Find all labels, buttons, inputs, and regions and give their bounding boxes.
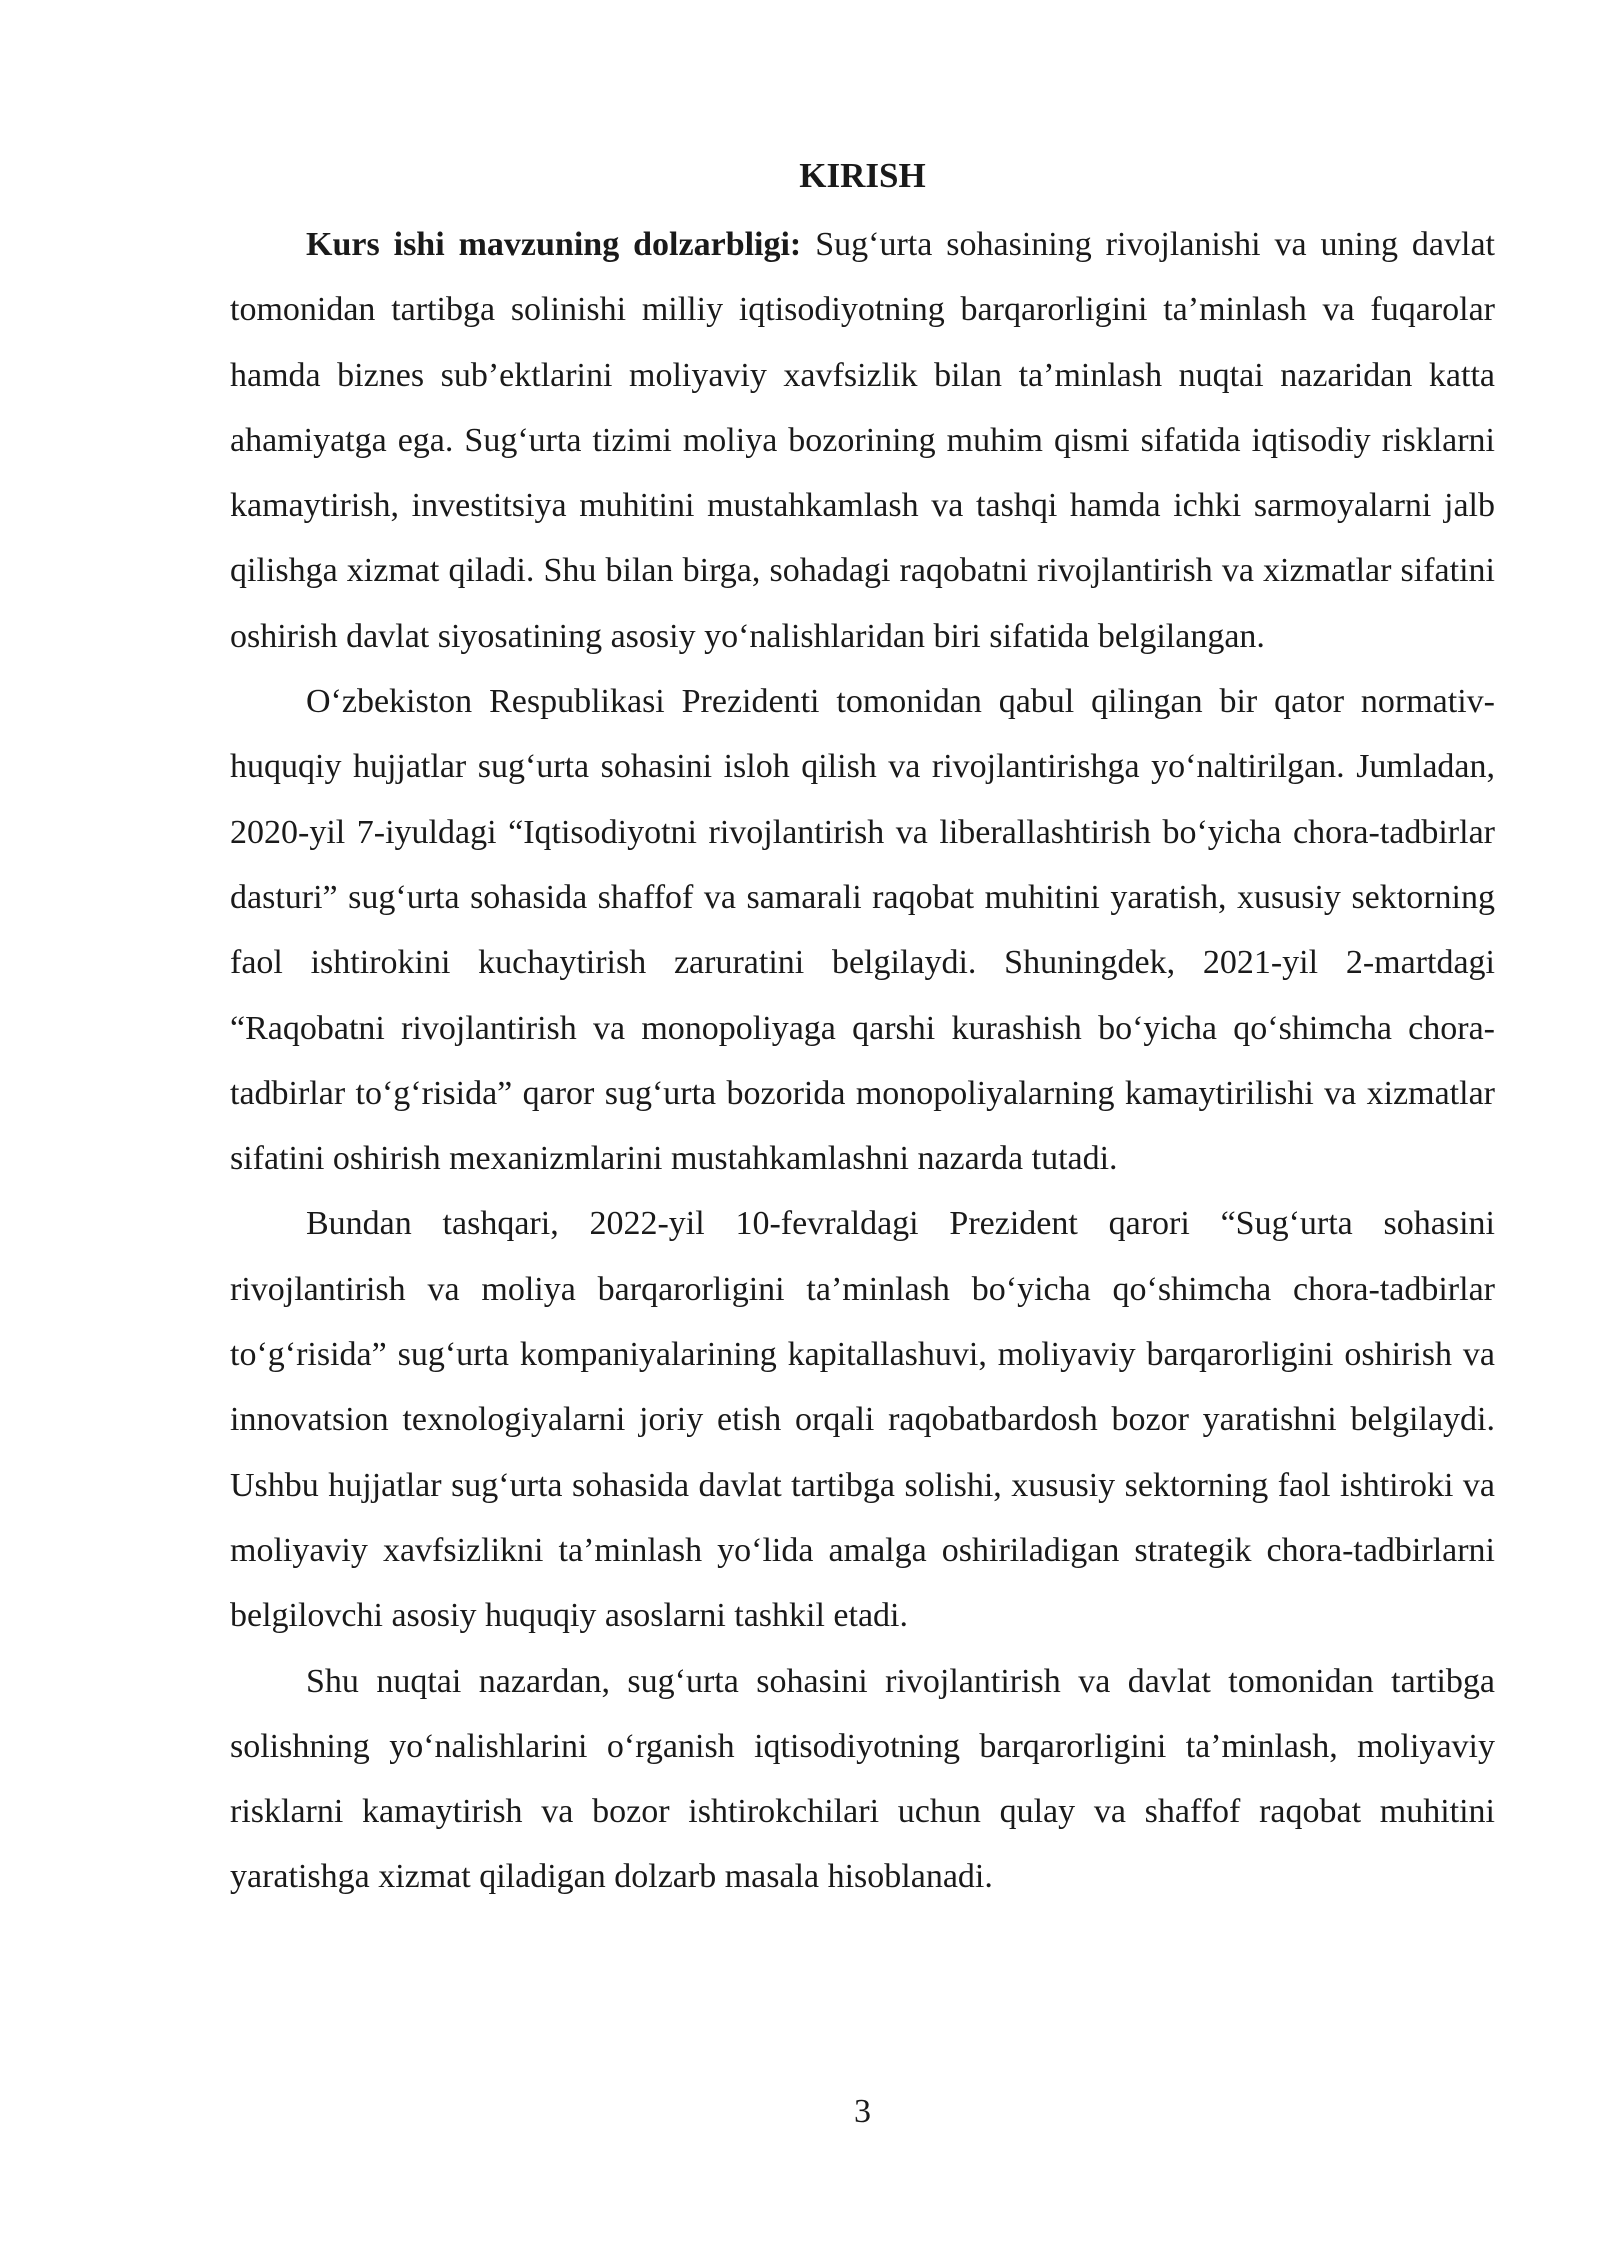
paragraph-conclusion: Shu nuqtai nazardan, sug‘urta sohasini rivojlantirish va davlat tomonidan tartibga solishning yo‘nalishlarini o‘rganish iqtisodiyotning barqarorligini ta’minlash, moliyaviy risklarni kamaytirish va bozor ishtirokchilari uchun qulay va shaffof raqobat muhitini yaratishga xizmat qiladigan dolzarb masala hisoblanadi. bbox=[230, 1662, 1495, 1896]
section-heading: KIRISH bbox=[799, 156, 926, 195]
paragraph-lead: Kurs ishi mavzuning dolzarbligi: bbox=[306, 226, 802, 263]
body-text bbox=[230, 212, 1495, 1910]
paragraph-relevance bbox=[230, 212, 1495, 669]
paragraph-legal-acts: O‘zbekiston Respublikasi Prezidenti tomonidan qabul qilingan bir qator normativ-huquqiy hujjatlar sug‘urta sohasini isloh qilish va rivojlantirishga yo‘naltirilgan. Jumladan, 2020-yil 7-iyuldagi “Iqtisodiyotni rivojlantirish va liberallashtirish bo‘yicha chora-tadbirlar dasturi” sug‘urta sohasida shaffof va samarali raqobat muhitini yaratish, xususiy sektorning faol ishtirokini kuchaytirish zaruratini belgilaydi. Shuningdek, 2021-yil 2-martdagi “Raqobatni rivojlantirish va monopoliyaga qarshi kurashish bo‘yicha qo‘shimcha chora-tadbirlar to‘g‘risida” qaror sug‘urta bozorida monopoliyalarning kamaytirilishi va xizmatlar sifatini oshirish mexanizmlarini mustahkamlashni nazarda tutadi. bbox=[230, 683, 1495, 1178]
paragraph-text: Sug‘urta sohasining rivojlanishi va uning davlat tomonidan tartibga solinishi milliy iqtisodiyotning barqarorligini ta’minlash va fuqarolar hamda biznes sub’ektlarini moliyaviy xavfsizlik bilan ta’minlash nuqtai nazaridan katta ahamiyatga ega. Sug‘urta tizimi moliya bozorining muhim qismi sifatida iqtisodiy risklarni kamaytirish, investitsiya muhitini mustahkamlash va tashqi hamda ichki sarmoyalarni jalb qilishga xizmat qiladi. Shu bilan birga, sohadagi raqobatni rivojlantirish va xizmatlar sifatini oshirish davlat siyosatining asosiy yo‘nalishlaridan biri sifatida belgilangan. bbox=[230, 226, 1495, 655]
page-number: 3 bbox=[854, 2093, 871, 2130]
paragraph-presidential-decree: Bundan tashqari, 2022-yil 10-fevraldagi Prezident qarori “Sug‘urta sohasini rivojlantirish va moliya barqarorligini ta’minlash bo‘yicha qo‘shimcha chora-tadbirlar to‘g‘risida” sug‘urta kompaniyalarining kapitallashuvi, moliyaviy barqarorligini oshirish va innovatsion texnologiyalarni joriy etish orqali raqobatbardosh bozor yaratishni belgilaydi. Ushbu hujjatlar sug‘urta sohasida davlat tartibga solishi, xususiy sektorning faol ishtiroki va moliyaviy xavfsizlikni ta’minlash yo‘lida amalga oshiriladigan strategik chora-tadbirlarni belgilovchi asosiy huquqiy asoslarni tashkil etadi. bbox=[230, 1205, 1495, 1635]
